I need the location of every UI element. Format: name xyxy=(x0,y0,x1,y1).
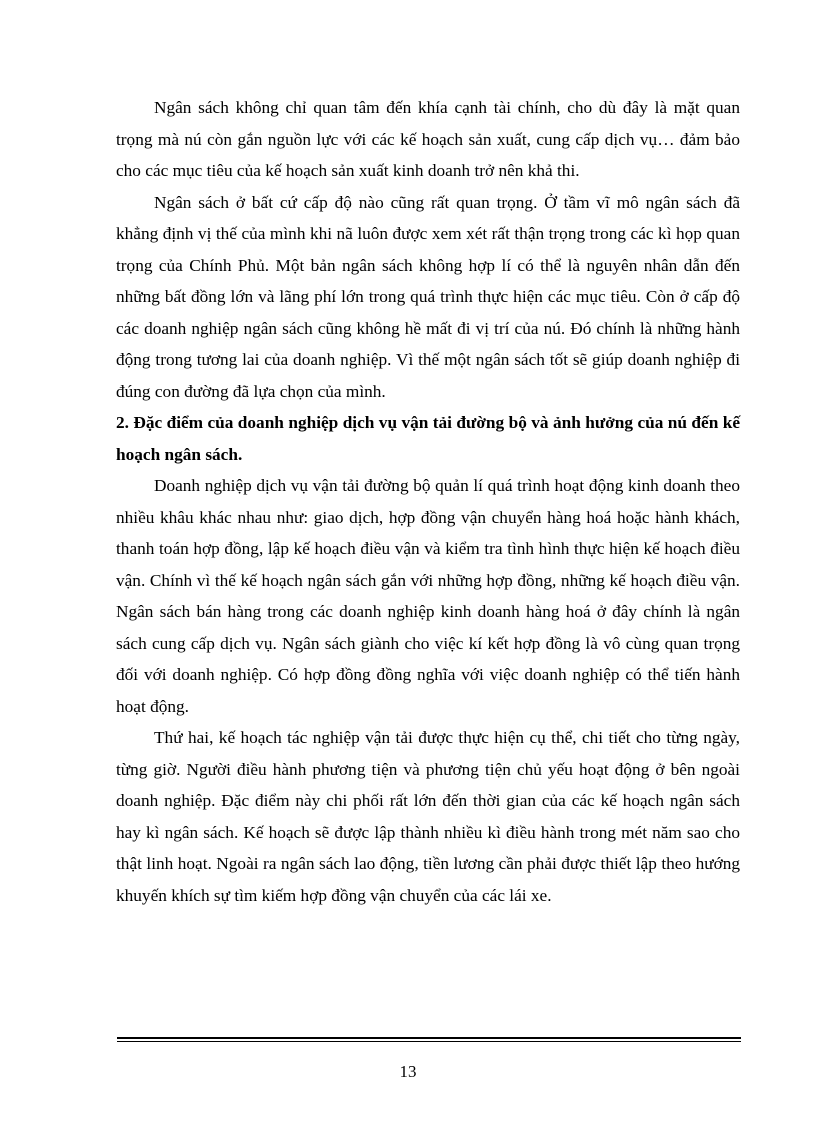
document-body xyxy=(116,92,740,911)
section-heading: 2. Đặc điểm của doanh nghiệp dịch vụ vận tải đường bộ và ảnh hưởng của nú đến kế hoạch ngân sách. xyxy=(116,413,740,464)
paragraph-second-characteristic: Thứ hai, kế hoạch tác nghiệp vận tải được thực hiện cụ thể, chi tiết cho từng ngày, từng giờ. Người điều hành phương tiện và phương tiện chủ yếu hoạt động ở bên ngoài doanh nghiệp. Đặc điểm này chi phối rất lớn đến thời gian của các kế hoạch ngân sách hay kì ngân sách. Kế hoạch sẽ được lập thành nhiều kì điều hành trong mét năm sao cho thật linh hoạt. Ngoài ra ngân sách lao động, tiền lương cần phải được thiết lập theo hướng khuyến khích sự tìm kiếm hợp đồng vận chuyển của các lái xe. xyxy=(116,728,740,905)
paragraph-transport-operations: Doanh nghiệp dịch vụ vận tải đường bộ quản lí quá trình hoạt động kinh doanh theo nhiều khâu khác nhau như: giao dịch, hợp đồng vận chuyển hàng hoá hoặc hành khách, thanh toán hợp đồng, lập kế hoạch điều vận và kiểm tra tình hình thực hiện kế hoạch điều vận. Chính vì thế kế hoạch ngân sách gắn với những hợp đồng, những kế hoạch điều vận. Ngân sách bán hàng trong các doanh nghiệp kinh doanh hàng hoá ở đây chính là ngân sách cung cấp dịch vụ. Ngân sách giành cho việc kí kết hợp đồng là vô cùng quan trọng đối với doanh nghiệp. Có hợp đồng đồng nghĩa với việc doanh nghiệp có thể tiến hành hoạt động. xyxy=(116,476,740,716)
footer-rule-thin xyxy=(117,1041,741,1042)
paragraph-budget-resources: Ngân sách không chỉ quan tâm đến khía cạnh tài chính, cho dù đây là mặt quan trọng mà nú còn gắn nguồn lực với các kế hoạch sản xuất, cung cấp dịch vụ… đảm bảo cho các mục tiêu của kế hoạch sản xuất kinh doanh trở nên khả thi. xyxy=(116,98,740,180)
page-number: 13 xyxy=(399,1062,417,1081)
footer-rule-thick xyxy=(117,1037,741,1039)
paragraph-budget-importance: Ngân sách ở bất cứ cấp độ nào cũng rất quan trọng. Ở tầm vĩ mô ngân sách đã khẳng định vị thế của mình khi nã luôn được xem xét rất thận trọng trong các kì họp quan trọng của Chính Phủ. Một bản ngân sách không hợp lí có thể là nguyên nhân dẫn đến những bất đồng lớn và lãng phí lớn trong quá trình thực hiện các mục tiêu. Còn ở cấp độ các doanh nghiệp ngân sách cũng không hề mất đi vị trí của nú. Đó chính là những hành động trong tương lai của doanh nghiệp. Vì thế một ngân sách tốt sẽ giúp doanh nghiệp đi đúng con đường đã lựa chọn của mình. xyxy=(116,192,740,401)
